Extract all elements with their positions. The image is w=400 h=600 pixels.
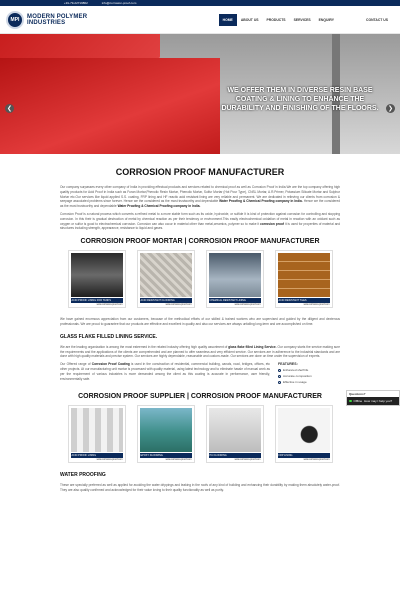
chevron-left-icon[interactable]: ❮ bbox=[6, 106, 13, 112]
main-content bbox=[0, 167, 400, 493]
offered-range-section bbox=[60, 362, 340, 386]
mortar-section-title: CORROSION PROOF MORTAR | CORROSION PROOF MANUFACTURER bbox=[80, 238, 320, 246]
epoxy-floor-image bbox=[140, 408, 192, 452]
mortar-gallery bbox=[60, 250, 340, 308]
page-title: CORROSION PROOF MANUFACTURER bbox=[115, 167, 285, 177]
brick-tiles-image bbox=[278, 253, 330, 297]
status-dot-icon bbox=[349, 400, 352, 403]
coated-room-image bbox=[209, 408, 261, 452]
hero-text: WE OFFER THEM IN DIVERSE RESIN BASE COATING & LINING TO ENHANCE THE DURABILITY AND FINISHING OF THE FLOORS. bbox=[221, 87, 379, 112]
offered-range-paragraph: Our Offered range of Corrosion Proof Coating is used in the construction of residential, commercial building, canals, road, bridges, offices, etc other projects. At our manufacturing unit mortar is processed with quality material, using latest technology and to eliminate hassle of manual work as per the requirement of various industries is more demanded among the client as this coating is accurate in performance, user friendly, environmentally safe. bbox=[60, 362, 271, 381]
feature-item: Effective in usage bbox=[278, 380, 340, 384]
feature-item: Enhanced shelf life bbox=[278, 368, 340, 372]
logo-icon: MPI bbox=[6, 11, 24, 29]
recognition-paragraph: We have gained enormous appreciation from our customers, because of the methodical efforts of our skilled & trained workers who are supervised and guided by the diligent and dexterous professionals. We are proud to guarantee that our products are effective and excellent in quality and also our services are always unfailing long-term and are accomplished on time. bbox=[60, 317, 340, 326]
glass-flake-paragraph: We are the leading organization is among the most esteemed in the related industry offering high quality assortment of glass flake filled Lining Service. Our company starts the service making sure the requirements and the applications of the clients are comprehended and are planned to offer seamless and very efficient service. Our services are in adherence to the industrial standards and are done with high quality materials and precise system. Our services are highly dependable, reasonable and custom-made. Our services are done on time under the supervision of experts. bbox=[60, 344, 341, 359]
glass-flake-title: GLASS FLAKE FILLED LINING SERVICE. bbox=[60, 333, 158, 340]
gallery-card[interactable]: FRP LINING www.corrosion-proof.com bbox=[275, 405, 333, 463]
nav-home[interactable]: HOME bbox=[219, 14, 237, 26]
check-circle-icon bbox=[278, 369, 281, 372]
gallery-card[interactable]: ACID PROOF LINING www.corrosion-proof.com bbox=[68, 405, 126, 463]
nav-contact-us[interactable]: CONTACT US bbox=[360, 14, 394, 26]
nav-enquiry[interactable]: ENQUIRY bbox=[318, 18, 334, 22]
gallery-card[interactable]: ACID RESISTANT TILES www.corrosion-proof.com bbox=[275, 250, 333, 308]
gallery-card[interactable]: EPOXY FLOORING www.corrosion-proof.com bbox=[137, 405, 195, 463]
intro-paragraph-1: Our company surpasses every other company of India in providing effectual products and services related to chemical proof as well as Corrosion Proof in India.We are the top company offering high quality products for Acid Proof in India such as Furan Mortar,Phenolic Resin Mortar, Phenolic Mortar, Sulfur Mortar (Hot Pour Type), CNSL Mortar, A.R.Primer, Potassium Silicate Mortar and Sulphur Mortar etc.Our services like liquid applied S.S. coating, FRP lining and HF reactic acid resistant lining are very reliable and permanent. We are dedicated in relieving our clients from corrosion & seepage associated problems since forever. Hence we the considered as the most trustworthy and dependable Water Proofing & Chemical Proofing company in India. Hence we the considered as the most trustworthy and dependable Water Proofing & Chemical Proofing company in India. bbox=[60, 185, 340, 209]
features-heading: FEATURES: bbox=[278, 362, 298, 367]
intro-paragraph-2: Corrosion Proof is a natural process which converts a refined metal to a more stable form such as its oxide, hydroxide, or sulfide It is kind of protection against corrosion for controlling and stopping corrosion. In this their is gradual destruction of metal by chemical reaction as per their tendency or environment.This easily electrochemical oxidation of metal in reaction with an oxidant such as oxygen or sulfur is good to electrochemical corrosion. Corrosion can also occur in material other than metal,ceramics, polymer so to make it corrosion proof it is used for properties of material and structures including strength, appearance, resistance to liquid and gases. bbox=[60, 211, 341, 231]
gallery-card[interactable]: ACID RESISTANT FLOORING www.corrosion-proof.com bbox=[137, 250, 195, 308]
pipes-image bbox=[71, 253, 123, 297]
logo-line1: MODERN POLYMER bbox=[27, 13, 88, 20]
water-proofing-title: WATER PROOFING bbox=[60, 472, 106, 479]
floor-tiles-image bbox=[140, 253, 192, 297]
check-circle-icon bbox=[278, 375, 281, 378]
chevron-right-icon[interactable]: ❯ bbox=[387, 106, 394, 112]
coating-work-image bbox=[278, 408, 330, 452]
nav-services[interactable]: SERVICES bbox=[293, 18, 311, 22]
water-proofing-paragraph: These are specially preferred as well as applied for avoiding the water drippings and leaking in the roofs of any kind of building and enhancing their durability by making them absolutely water-proof. They are also quality confirmed and acknowledged for their value loving to their quality functionality as well as purity. bbox=[60, 483, 340, 492]
nav-products[interactable]: PRODUCTS bbox=[266, 18, 286, 22]
check-circle-icon bbox=[278, 381, 281, 384]
chat-question: Questions? bbox=[349, 392, 366, 396]
gallery-card[interactable]: CHEMICAL RESISTANT LINING www.corrosion-proof.com bbox=[206, 250, 264, 308]
tiled-wall-image bbox=[71, 408, 123, 452]
features-list bbox=[278, 362, 340, 386]
nav-about-us[interactable]: ABOUT US bbox=[240, 18, 259, 22]
gallery-card[interactable]: PU FLOORING www.corrosion-proof.com bbox=[206, 405, 264, 463]
feature-item: Accurate composition bbox=[278, 374, 340, 378]
main-nav bbox=[219, 14, 338, 26]
logo[interactable] bbox=[6, 11, 87, 29]
phone-text: +91-79-22719862 bbox=[64, 1, 88, 5]
chat-widget[interactable] bbox=[346, 390, 400, 406]
site-header bbox=[0, 6, 400, 34]
chat-status: Offline bbox=[353, 399, 363, 403]
hero-red-floor bbox=[0, 58, 220, 154]
gallery-card[interactable]: ACID PROOF LINING FOR TANKS www.corrosion-proof.com bbox=[68, 250, 126, 308]
chat-prompt: How may I help you? bbox=[364, 399, 393, 403]
supplier-section-title: CORROSION PROOF SUPPLIER | CORROSION PROOF MANUFACTURER bbox=[78, 393, 322, 401]
hero-slider bbox=[0, 34, 400, 154]
supplier-gallery bbox=[60, 405, 340, 463]
email-text[interactable]: info@corrosion-proof.com bbox=[101, 1, 137, 5]
industrial-floor-image bbox=[209, 253, 261, 297]
logo-line2: INDUSTRIES bbox=[27, 19, 66, 26]
